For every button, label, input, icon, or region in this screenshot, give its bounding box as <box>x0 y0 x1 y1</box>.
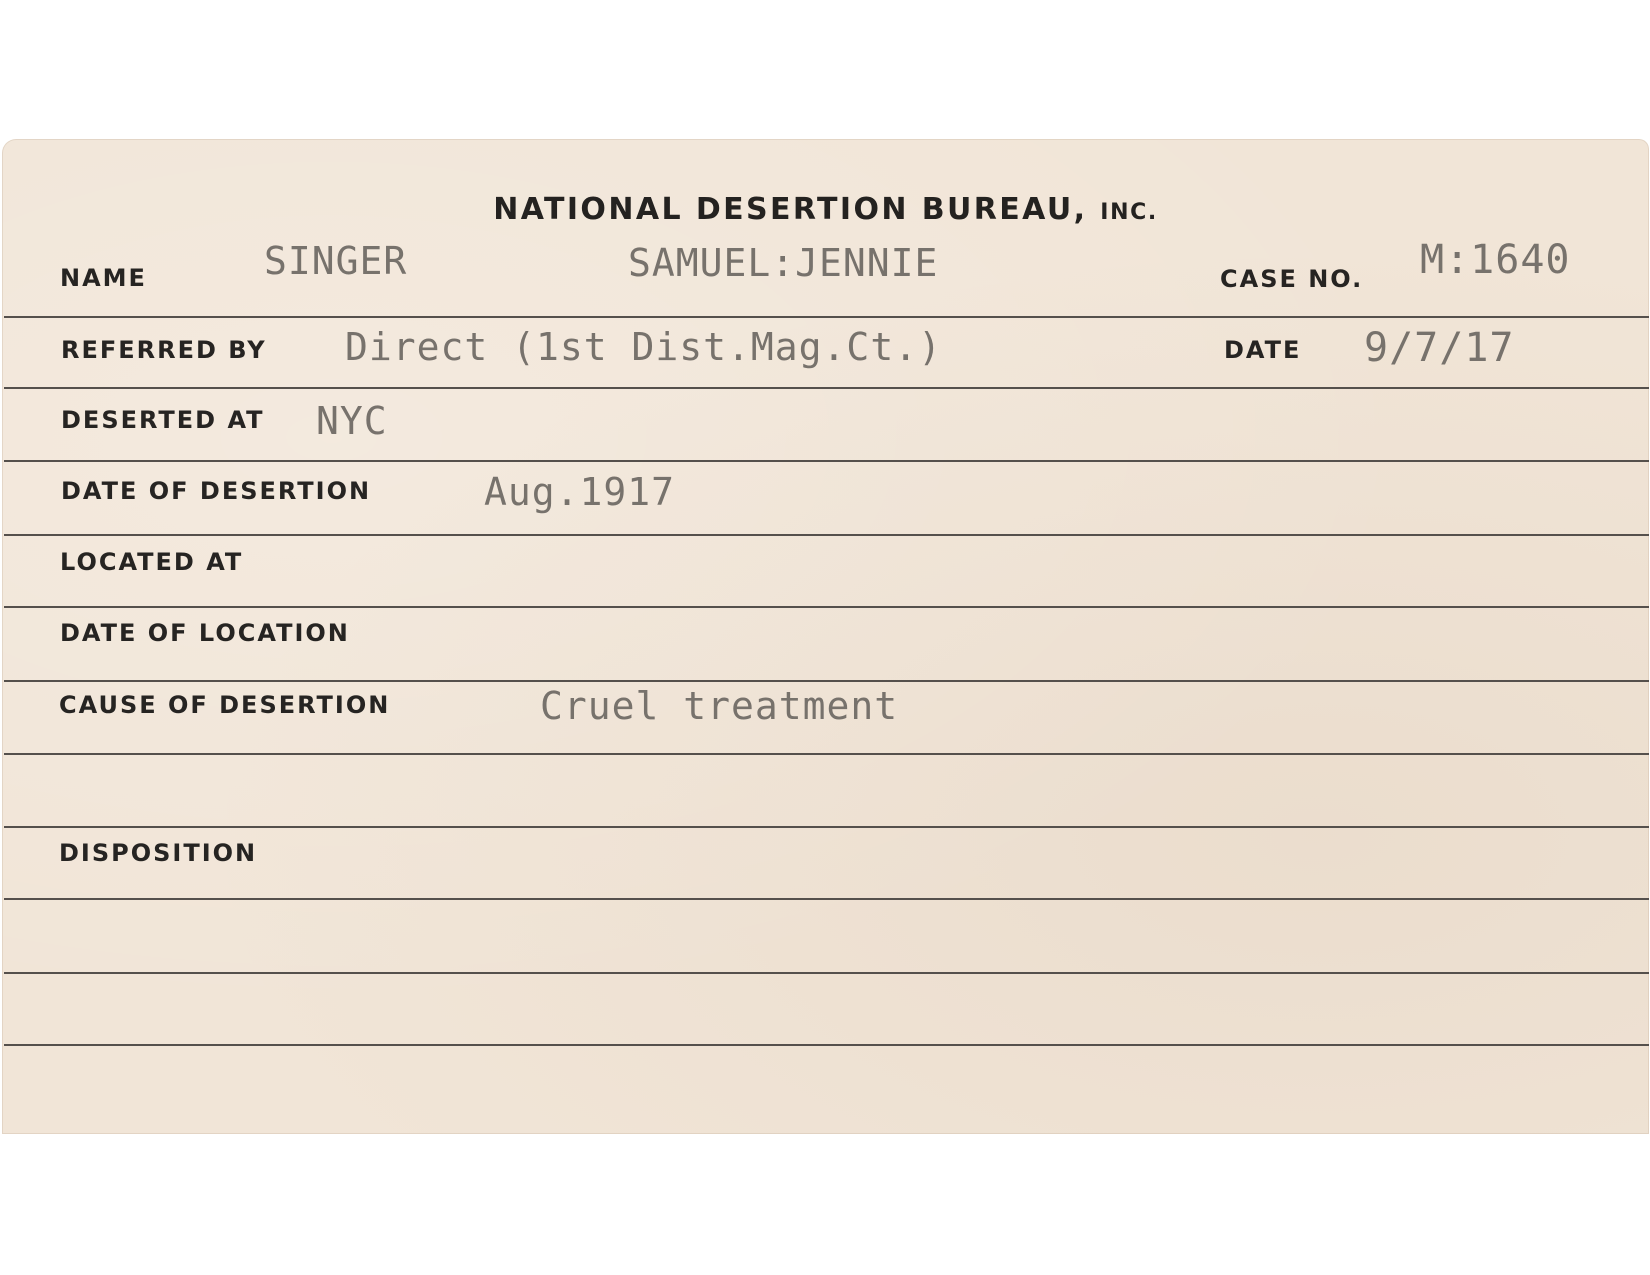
cause-value: Cruel treatment <box>540 684 899 728</box>
bureau-suffix: INC. <box>1100 200 1158 225</box>
referred-by-value: Direct (1st Dist.Mag.Ct.) <box>345 325 942 369</box>
cause-label: CAUSE OF DESERTION <box>59 691 391 719</box>
rule-line <box>4 898 1649 900</box>
rule-line <box>4 387 1649 389</box>
rule-line <box>4 753 1649 755</box>
rule-line <box>4 460 1649 462</box>
rule-line <box>4 826 1649 828</box>
referred-by-label: REFERRED BY <box>61 336 267 364</box>
located-at-label: LOCATED AT <box>60 548 244 576</box>
rule-line <box>4 680 1649 682</box>
rule-line <box>4 972 1649 974</box>
given-names-value: SAMUEL:JENNIE <box>628 241 939 285</box>
case-no-value: M:1640 <box>1420 237 1571 283</box>
rule-line <box>4 606 1649 608</box>
disposition-label: DISPOSITION <box>59 839 258 867</box>
date-of-desertion-value: Aug.1917 <box>484 470 676 514</box>
rule-line <box>4 1044 1649 1046</box>
card-header <box>2 192 1649 227</box>
deserted-at-value: NYC <box>316 399 388 443</box>
bureau-title: NATIONAL DESERTION BUREAU, <box>493 192 1088 227</box>
date-of-location-label: DATE OF LOCATION <box>60 619 350 647</box>
rule-line <box>4 534 1649 536</box>
rule-line <box>4 316 1649 318</box>
deserted-at-label: DESERTED AT <box>61 406 265 434</box>
index-card <box>2 139 1649 1134</box>
case-no-label: CASE NO. <box>1220 265 1364 293</box>
date-of-desertion-label: DATE OF DESERTION <box>61 477 372 505</box>
date-label: DATE <box>1224 336 1302 364</box>
name-label: NAME <box>60 264 147 292</box>
surname-value: SINGER <box>264 239 408 283</box>
date-value: 9/7/17 <box>1364 325 1515 371</box>
